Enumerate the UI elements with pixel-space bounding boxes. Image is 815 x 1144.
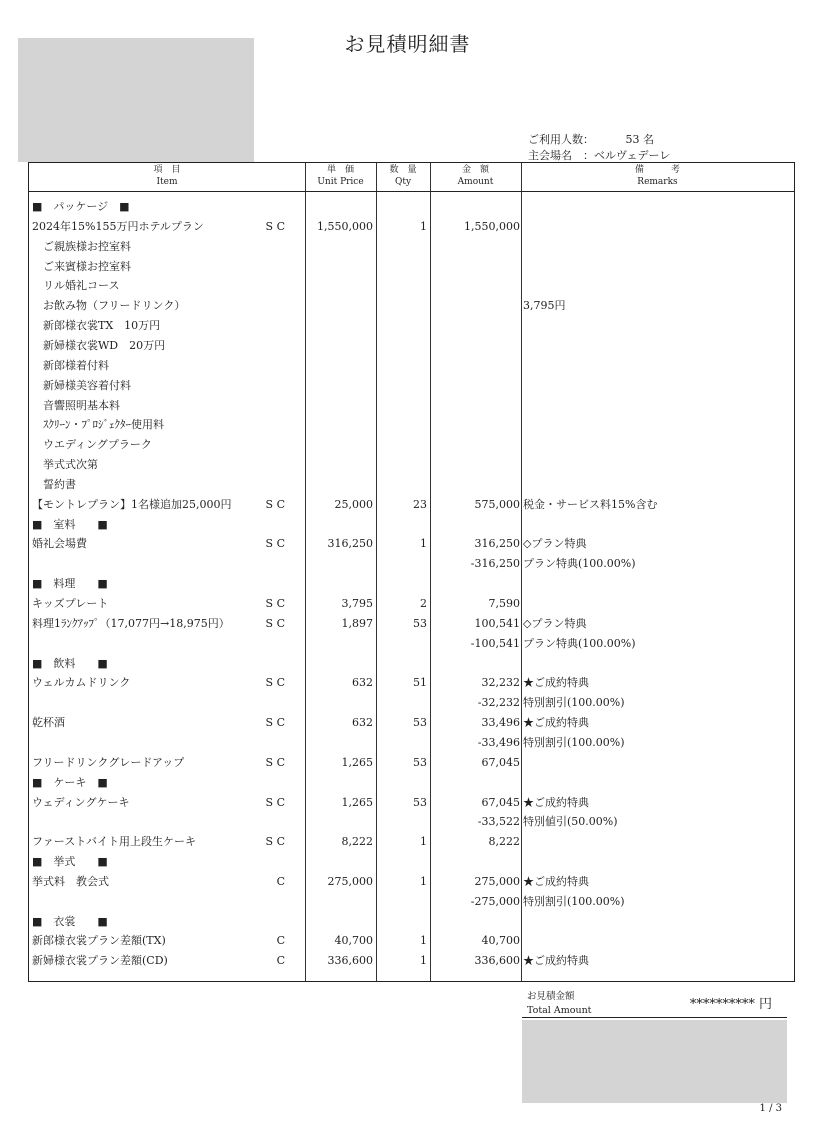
cell-item: 料理1ﾗﾝｸｱｯﾌﾟ（17,077円→18,975円） bbox=[32, 616, 230, 630]
total-underline bbox=[522, 1017, 787, 1018]
cell-item: 挙式料 教会式 bbox=[32, 874, 109, 888]
guest-count bbox=[528, 131, 654, 147]
cell-item: ■ 衣裳 ■ bbox=[32, 914, 108, 928]
cell-item: 新郎様着付料 bbox=[32, 358, 109, 372]
table-row bbox=[29, 554, 794, 574]
cell-amount: 8,222 bbox=[488, 835, 520, 849]
cell-amount: 275,000 bbox=[474, 874, 520, 888]
cell-qty: 1 bbox=[420, 874, 427, 888]
cell-price: 1,265 bbox=[341, 755, 373, 769]
table-row bbox=[29, 574, 794, 594]
cell-remarks: ★ご成約特典 bbox=[523, 716, 589, 730]
cell-amount: 40,700 bbox=[481, 934, 520, 948]
cell-item: ■ 料理 ■ bbox=[32, 577, 108, 591]
cell-amount: -275,000 bbox=[470, 894, 520, 908]
cell-item: ■ パッケージ ■ bbox=[32, 200, 130, 213]
estimate-table bbox=[28, 162, 795, 982]
table-row bbox=[29, 912, 794, 932]
cell-qty: 53 bbox=[413, 616, 427, 630]
table-row bbox=[29, 753, 794, 773]
cell-code: S C bbox=[265, 497, 285, 511]
table-row bbox=[29, 197, 794, 217]
cell-remarks: 3,795円 bbox=[523, 299, 566, 313]
cell-item: ■ 挙式 ■ bbox=[32, 855, 108, 869]
guest-count-value: 53 名 bbox=[625, 133, 654, 146]
cell-remarks: 特別割引(100.00%) bbox=[523, 894, 625, 908]
cell-remarks: ★ご成約特典 bbox=[523, 874, 589, 888]
cell-item: フリードリンクグレードアップ bbox=[32, 755, 185, 769]
cell-amount: 32,232 bbox=[481, 676, 520, 690]
table-row bbox=[29, 852, 794, 872]
table-row bbox=[29, 415, 794, 435]
cell-price: 40,700 bbox=[334, 934, 373, 948]
table-row bbox=[29, 534, 794, 554]
table-row bbox=[29, 713, 794, 733]
cell-item: ご親族様お控室料 bbox=[32, 239, 131, 253]
table-row bbox=[29, 614, 794, 634]
cell-code: S C bbox=[265, 755, 285, 769]
cell-amount: 336,600 bbox=[474, 954, 520, 968]
cell-qty: 1 bbox=[420, 835, 427, 849]
cell-amount: -100,541 bbox=[470, 636, 520, 650]
table-row bbox=[29, 376, 794, 396]
table-row bbox=[29, 832, 794, 852]
table-row bbox=[29, 654, 794, 674]
cell-item: 【モントレプラン】1名様追加25,000円 bbox=[32, 497, 232, 511]
table-row bbox=[29, 515, 794, 535]
table-row bbox=[29, 435, 794, 455]
cell-qty: 2 bbox=[420, 597, 427, 610]
header-unit-price: 単 価 Unit Price bbox=[317, 165, 364, 187]
cell-remarks: 特別割引(100.00%) bbox=[523, 696, 625, 710]
cell-code: S C bbox=[265, 597, 285, 610]
cell-item: 新郎様衣裳プラン差額(TX) bbox=[32, 934, 166, 948]
table-row bbox=[29, 594, 794, 614]
table-row bbox=[29, 951, 794, 971]
cell-price: 3,795 bbox=[341, 597, 373, 610]
cell-item: ■ 室料 ■ bbox=[32, 517, 108, 531]
total-label: お見積金額 Total Amount bbox=[527, 991, 592, 1016]
cell-amount: 67,045 bbox=[481, 755, 520, 769]
cell-item: 音響照明基本料 bbox=[32, 398, 120, 412]
cell-price: 25,000 bbox=[334, 497, 373, 511]
cell-item: ■ 飲料 ■ bbox=[32, 656, 108, 670]
cell-price: 1,550,000 bbox=[317, 219, 373, 233]
cell-item: 新婦様美容着付料 bbox=[32, 378, 131, 392]
cell-price: 1,265 bbox=[341, 795, 373, 809]
cell-item: お飲み物（フリードリンク） bbox=[32, 299, 186, 313]
table-row bbox=[29, 931, 794, 951]
cell-item: 挙式式次第 bbox=[32, 458, 98, 472]
cell-code: S C bbox=[265, 835, 285, 849]
table-row bbox=[29, 356, 794, 376]
header-amount: 金 額 Amount bbox=[457, 165, 494, 187]
table-row bbox=[29, 634, 794, 654]
cell-item: ウェルカムドリンク bbox=[32, 676, 131, 690]
guest-count-label: ご利用人数： bbox=[528, 133, 594, 146]
table-row bbox=[29, 673, 794, 693]
cell-item: ■ ケーキ ■ bbox=[32, 775, 108, 789]
cell-price: 275,000 bbox=[327, 874, 373, 888]
cell-qty: 1 bbox=[420, 537, 427, 551]
venue-name: 主会場名 ：ベルヴェデーレ bbox=[528, 149, 671, 162]
cell-remarks: ◇プラン特典 bbox=[523, 616, 587, 630]
cell-amount: 316,250 bbox=[474, 537, 520, 551]
table-row bbox=[29, 237, 794, 257]
table-row bbox=[29, 693, 794, 713]
header-qty: 数 量 Qty bbox=[389, 165, 417, 187]
cell-item: 2024年15%155万円ホテルプラン bbox=[32, 219, 204, 233]
cell-remarks: ◇プラン特典 bbox=[523, 537, 587, 551]
cell-code: S C bbox=[265, 537, 285, 551]
cell-item: 新婦様衣裳プラン差額(CD) bbox=[32, 954, 168, 968]
cell-remarks: プラン特典(100.00%) bbox=[523, 557, 636, 571]
cell-amount: 575,000 bbox=[474, 497, 520, 511]
cell-price: 8,222 bbox=[341, 835, 373, 849]
table-row bbox=[29, 892, 794, 912]
document-title: お見積明細書 bbox=[344, 32, 471, 56]
cell-qty: 1 bbox=[420, 934, 427, 948]
cell-price: 336,600 bbox=[327, 954, 373, 968]
cell-code: C bbox=[276, 874, 285, 888]
cell-amount: 7,590 bbox=[488, 597, 520, 610]
cell-code: C bbox=[276, 934, 285, 948]
cell-item: キッズプレート bbox=[32, 597, 109, 610]
cell-price: 1,897 bbox=[341, 616, 373, 630]
redacted-stamp-block bbox=[522, 1020, 787, 1103]
table-row bbox=[29, 495, 794, 515]
cell-qty: 23 bbox=[413, 497, 427, 511]
cell-amount: 33,496 bbox=[481, 716, 520, 730]
cell-code: S C bbox=[265, 716, 285, 730]
cell-qty: 53 bbox=[413, 755, 427, 769]
cell-item: ファーストバイト用上段生ケーキ bbox=[32, 835, 197, 849]
cell-item: リル婚礼コース bbox=[32, 279, 120, 293]
cell-qty: 1 bbox=[420, 219, 427, 233]
cell-item: 新郎様衣裳TX 10万円 bbox=[32, 319, 161, 333]
cell-remarks: プラン特典(100.00%) bbox=[523, 636, 636, 650]
cell-remarks: ★ご成約特典 bbox=[523, 795, 589, 809]
cell-amount: 100,541 bbox=[474, 616, 520, 630]
table-row bbox=[29, 316, 794, 336]
table-row bbox=[29, 396, 794, 416]
table-row bbox=[29, 455, 794, 475]
cell-item: ウエディングプラーク bbox=[32, 438, 152, 452]
table-row bbox=[29, 257, 794, 277]
cell-remarks: ★ご成約特典 bbox=[523, 676, 589, 690]
cell-code: S C bbox=[265, 616, 285, 630]
table-row bbox=[29, 793, 794, 813]
cell-price: 632 bbox=[352, 716, 373, 730]
cell-qty: 53 bbox=[413, 716, 427, 730]
cell-amount: -33,496 bbox=[477, 735, 520, 749]
cell-item: 婚礼会場費 bbox=[32, 537, 87, 551]
cell-code: S C bbox=[265, 676, 285, 690]
cell-code: S C bbox=[265, 795, 285, 809]
table-row bbox=[29, 872, 794, 892]
table-row bbox=[29, 773, 794, 793]
cell-amount: -33,522 bbox=[477, 815, 520, 829]
cell-qty: 1 bbox=[420, 954, 427, 968]
cell-qty: 51 bbox=[413, 676, 427, 690]
header-divider bbox=[29, 191, 794, 192]
cell-price: 316,250 bbox=[327, 537, 373, 551]
cell-amount: 1,550,000 bbox=[464, 219, 520, 233]
header-item: 項 目 Item bbox=[153, 165, 181, 187]
cell-item: 新婦様衣裳WD 20万円 bbox=[32, 338, 166, 352]
table-row bbox=[29, 276, 794, 296]
cell-qty: 53 bbox=[413, 795, 427, 809]
table-row bbox=[29, 475, 794, 495]
table-row bbox=[29, 217, 794, 237]
table-row bbox=[29, 336, 794, 356]
cell-item: ｽｸﾘｰﾝ・ﾌﾟﾛｼﾞｪｸﾀｰ使用料 bbox=[32, 418, 164, 432]
cell-item: ウェディングケーキ bbox=[32, 795, 130, 809]
cell-price: 632 bbox=[352, 676, 373, 690]
cell-amount: 67,045 bbox=[481, 795, 520, 809]
total-value: ********** 円 bbox=[689, 997, 772, 1012]
cell-code: S C bbox=[265, 219, 285, 233]
table-row bbox=[29, 733, 794, 753]
page-number: 1 / 3 bbox=[759, 1103, 782, 1114]
cell-item: 誓約書 bbox=[32, 477, 76, 491]
cell-code: C bbox=[276, 954, 285, 968]
cell-remarks: 特別割引(100.00%) bbox=[523, 735, 625, 749]
table-row bbox=[29, 812, 794, 832]
cell-item: ご来賓様お控室料 bbox=[32, 259, 131, 273]
table-row bbox=[29, 296, 794, 316]
cell-item: 乾杯酒 bbox=[32, 716, 65, 730]
cell-remarks: ★ご成約特典 bbox=[523, 954, 589, 968]
cell-remarks: 特別値引(50.00%) bbox=[523, 815, 618, 829]
cell-amount: -316,250 bbox=[470, 557, 520, 571]
header-remarks: 備 考 Remarks bbox=[634, 165, 680, 187]
cell-amount: -32,232 bbox=[477, 696, 520, 710]
cell-remarks: 税金・サービス料15%含む bbox=[523, 497, 658, 511]
